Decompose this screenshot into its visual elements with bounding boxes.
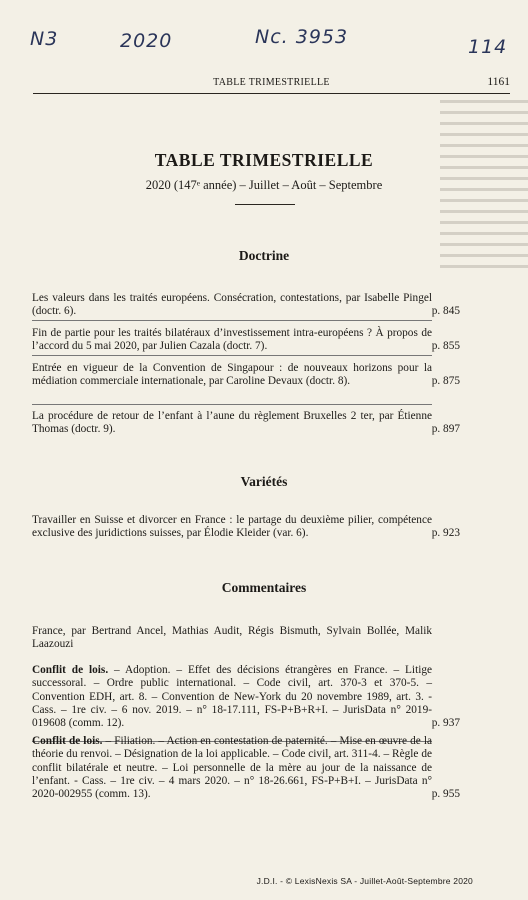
toc-entry-text: Travailler en Suisse et divorcer en France : le partage du deuxième pilier, compétence exclusive des juridictions suisses, par Élodie Kleider (var. 6).: [32, 514, 432, 540]
toc-entry[interactable]: [32, 735, 460, 801]
commentaires-intro: [32, 625, 432, 652]
toc-entry[interactable]: [32, 362, 460, 389]
page-title: TABLE TRIMESTRIELLE: [154, 150, 374, 170]
show-through-text: [440, 100, 528, 800]
section-heading-doctrine: Doctrine: [238, 248, 290, 263]
toc-entry-lead: Conflit de lois.: [32, 664, 109, 676]
handwritten-note-number: Nc. 3953: [255, 26, 349, 48]
commentaires-intro-text: France, par Bertrand Ancel, Mathias Audit, Régis Bismuth, Sylvain Bollée, Malik Laazouzi: [32, 625, 432, 651]
toc-entry-page: p. 845: [431, 305, 460, 318]
toc-entry-lead: Conflit de lois.: [32, 735, 103, 747]
toc-entry-page: p. 855: [431, 340, 460, 353]
section-heading-varietes: Variétés: [240, 474, 288, 489]
toc-entry-text: Les valeurs dans les traités européens. Consécration, contestations, par Isabelle Pingel (doctr. 6).: [32, 292, 432, 318]
toc-entry-page: p. 897: [431, 423, 460, 436]
entry-separator: [32, 355, 432, 356]
toc-entry-page: p. 937: [431, 717, 460, 730]
toc-entry-text: Entrée en vigueur de la Convention de Singapour : de nouveaux horizons pour la médiation commerciale internationale, par Caroline Devaux (doctr. 8).: [32, 362, 432, 388]
running-head: [33, 73, 510, 94]
page-footer: J.D.I. - © LexisNexis SA - Juillet-Août-Septembre 2020: [256, 876, 473, 886]
toc-entry-page: p. 875: [431, 375, 460, 388]
toc-entry-text: – Filiation. – Action en contestation de paternité. – Mise en œuvre de la théorie du renvoi. – Désignation de la loi applicable. – Code civil, art. 311-4. – Règle de conflit bilatérale et neutre. – Loi personnelle de la mère au jour de la naissance de l’enfant. - Cass. – 1re civ. – 4 mars 2020. – n° 18-26.661, FS-P+B+I. – JurisData n° 2020-002955 (comm. 13).: [32, 735, 432, 801]
toc-entry[interactable]: [32, 664, 460, 730]
toc-entry-page: p. 923: [431, 527, 460, 540]
handwritten-note-left: N3: [30, 28, 59, 50]
toc-entry[interactable]: [32, 292, 460, 319]
toc-entry-text: La procédure de retour de l’enfant à l’aune du règlement Bruxelles 2 ter, par Étienne Thomas (doctr. 9).: [32, 410, 432, 436]
toc-entry[interactable]: [32, 327, 460, 354]
title-rule: [235, 204, 295, 205]
running-head-title: TABLE TRIMESTRIELLE: [213, 77, 330, 88]
toc-entry-page: p. 955: [431, 788, 460, 801]
toc-entry[interactable]: [32, 410, 460, 437]
page-subtitle: 2020 (147ᵉ année) – Juillet – Août – Septembre: [145, 178, 383, 192]
handwritten-note-right: 114: [468, 36, 508, 58]
entry-separator: [32, 320, 432, 321]
toc-entry-text: – Adoption. – Effet des décisions étrangères en France. – Litige successoral. – Ordre public international. – Code civil, art. 370-3 et 370-5. – Convention EDH, art. 8. – Convention de New-York du 20 novembre 1989, art. 3. - Cass. – 1re civ. – 6 nov. 2019. – n° 18-17.111, FS-P+B+R+I. – JurisData n° 2019-019608 (comm. 12).: [32, 664, 433, 730]
toc-entry[interactable]: [32, 514, 460, 541]
toc-entry-text: Fin de partie pour les traités bilatéraux d’investissement intra-européens ? À propos de l’accord du 5 mai 2020, par Julien Cazala (doctr. 7).: [32, 327, 432, 353]
handwritten-note-year: 2020: [120, 30, 173, 52]
entry-separator: [32, 404, 432, 405]
section-heading-commentaires: Commentaires: [221, 580, 307, 595]
page-number: 1161: [487, 76, 510, 88]
